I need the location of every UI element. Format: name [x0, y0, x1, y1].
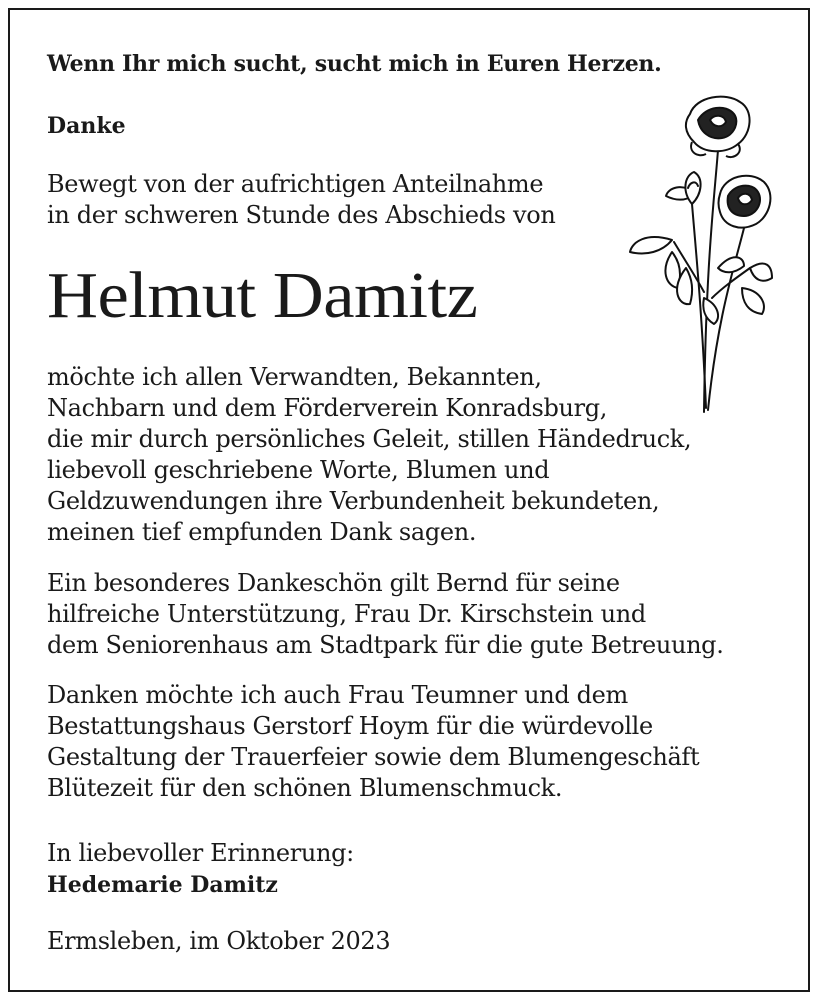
heading-danke: Danke [47, 113, 126, 139]
paragraph-line: Gestaltung der Trauerfeier sowie dem Blumengeschäft [47, 743, 700, 771]
intro-line: in der schweren Stunde des Abschieds von [47, 201, 556, 229]
intro-line: Bewegt von der aufrichtigen Anteilnahme [47, 170, 544, 198]
signer-name: Hedemarie Damitz [47, 872, 278, 898]
paragraph-line: liebevoll geschriebene Worte, Blumen und [47, 456, 550, 484]
motto: Wenn Ihr mich sucht, sucht mich in Euren Herzen. [47, 51, 662, 77]
closing-phrase: In liebevoller Erinnerung: [47, 839, 354, 867]
paragraph-line: meinen tief empfunden Dank sagen. [47, 518, 477, 546]
deceased-name: Helmut Damitz [47, 259, 478, 332]
intro-text [47, 169, 555, 231]
paragraph-line: Geldzuwendungen ihre Verbundenheit bekundeten, [47, 487, 660, 515]
thanks-paragraph-2 [47, 568, 723, 661]
paragraph-line: Bestattungshaus Gerstorf Hoym für die würdevolle [47, 712, 653, 740]
paragraph-line: hilfreiche Unterstützung, Frau Dr. Kirschstein und [47, 600, 646, 628]
paragraph-line: die mir durch persönliches Geleit, stillen Händedruck, [47, 425, 692, 453]
thanks-paragraph-3 [47, 680, 699, 804]
paragraph-line: Nachbarn und dem Förderverein Konradsburg, [47, 394, 608, 422]
thanks-paragraph-1 [47, 362, 691, 548]
paragraph-line: dem Seniorenhaus am Stadtpark für die gute Betreuung. [47, 631, 724, 659]
paragraph-line: möchte ich allen Verwandten, Bekannten, [47, 363, 542, 391]
paragraph-line: Danken möchte ich auch Frau Teumner und dem [47, 681, 628, 709]
roses-icon [626, 92, 776, 422]
paragraph-line: Blütezeit für den schönen Blumenschmuck. [47, 774, 563, 802]
paragraph-line: Ein besonderes Dankeschön gilt Bernd für seine [47, 569, 620, 597]
place-date: Ermsleben, im Oktober 2023 [47, 927, 391, 955]
